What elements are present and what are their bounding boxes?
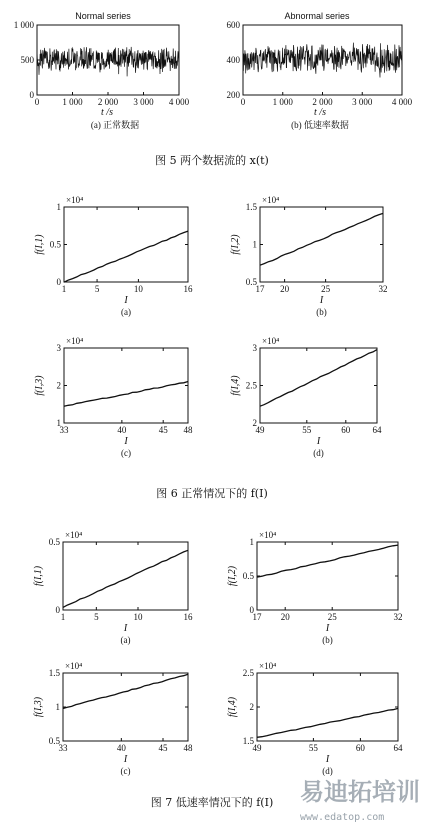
y-multiplier: ×10⁴	[259, 661, 277, 671]
y-tick-label: 1	[55, 702, 60, 712]
watermark-url: www.edatop.com	[300, 812, 385, 823]
watermark-text: 易迪拓培训	[300, 778, 420, 806]
x-tick-label: 17	[255, 284, 265, 294]
y-tick-label: 400	[226, 55, 240, 65]
y-tick-label: 0	[56, 277, 61, 287]
x-tick-label: 55	[308, 743, 318, 753]
x-tick-label: 25	[327, 612, 337, 622]
fig5-group	[75, 11, 350, 167]
y-axis-label: f(I,3)	[33, 696, 44, 718]
y-tick-label: 1 000	[13, 20, 34, 30]
x-axis-label: I	[123, 754, 128, 765]
y-tick-label: 1	[56, 202, 61, 212]
fig6-panel-d	[230, 336, 382, 458]
y-tick-label: 0.5	[48, 537, 60, 547]
fig7-panel-a	[33, 530, 193, 645]
y-tick-label: 0	[249, 605, 254, 615]
x-tick-label: 2 000	[97, 97, 119, 107]
x-tick-label: 0	[240, 97, 246, 107]
fig7-panel-d	[227, 661, 403, 776]
y-axis-label: f(I,2)	[227, 565, 238, 587]
y-axis-label: f(I,4)	[230, 375, 241, 396]
fig5-panel-a	[14, 20, 190, 107]
y-tick-label: 2	[56, 380, 61, 391]
series-line	[64, 231, 188, 282]
x-tick-label: 32	[393, 612, 403, 622]
x-tick-label: 64	[372, 425, 382, 435]
x-tick-label: 5	[94, 284, 100, 294]
fig7-panel-c	[33, 661, 193, 776]
x-tick-label: 10	[133, 284, 143, 294]
plot-frame	[63, 542, 188, 610]
panel-sublabel: (c)	[121, 448, 131, 458]
x-tick-label: 32	[378, 284, 388, 294]
fig5-caption: 图 5 两个数据流的 x(t)	[155, 154, 269, 167]
fig6-panel-a	[34, 195, 193, 317]
plot-frame	[257, 673, 398, 741]
y-tick-label: 3	[252, 343, 257, 353]
y-tick-label: 3	[56, 343, 61, 353]
y-axis-label: f(I,3)	[34, 375, 45, 396]
plot-frame	[63, 673, 188, 741]
fig6-panel-b	[230, 195, 388, 317]
x-tick-label: 49	[252, 743, 262, 753]
y-tick-label: 2.5	[242, 668, 254, 678]
y-axis-label: f(I,1)	[34, 234, 45, 255]
plot-frame	[64, 207, 188, 282]
y-tick-label: 1	[56, 418, 61, 428]
fig5-panel-b	[227, 20, 413, 107]
y-tick-label: 2	[252, 418, 257, 428]
y-axis-label: f(I,1)	[33, 565, 44, 587]
series-line	[63, 674, 188, 708]
y-tick-label: 2	[249, 702, 254, 712]
x-tick-label: 60	[341, 425, 351, 435]
y-multiplier: ×10⁴	[259, 530, 277, 540]
x-tick-label: 49	[255, 425, 265, 435]
plot-frame	[260, 207, 383, 282]
y-tick-label: 0	[55, 605, 60, 615]
panel-sublabel: (a)	[121, 307, 131, 317]
fig7-panel-b	[227, 530, 403, 645]
x-tick-label: 45	[158, 425, 168, 435]
y-tick-label: 0	[29, 90, 34, 100]
y-tick-label: 0.5	[48, 736, 60, 746]
x-tick-label: 3 000	[133, 97, 154, 107]
x-tick-label: 1	[61, 284, 67, 294]
series-line	[260, 213, 383, 265]
y-tick-label: 600	[226, 20, 240, 30]
fig5b-title: Abnormal series	[284, 11, 350, 21]
y-tick-label: 0.5	[245, 277, 257, 287]
x-axis-label: I	[124, 436, 128, 447]
fig5b-xlabel: t /s	[314, 107, 326, 118]
y-multiplier: ×10⁴	[65, 661, 83, 671]
x-tick-label: 4 000	[391, 97, 413, 107]
x-tick-label: 0	[34, 97, 40, 107]
fig6-caption: 图 6 正常情况下的 f(I)	[156, 487, 268, 500]
y-tick-label: 0.5	[49, 239, 61, 250]
series-line	[37, 47, 179, 77]
x-tick-label: 1 000	[272, 97, 293, 107]
y-multiplier: ×10⁴	[65, 530, 83, 540]
fig5b-sublabel: (b) 低速率数据	[291, 120, 349, 130]
panel-sublabel: (d)	[322, 766, 333, 776]
watermark	[300, 778, 420, 823]
fig5a-sublabel: (a) 正常数据	[90, 120, 140, 130]
y-tick-label: 200	[226, 90, 240, 100]
x-axis-label: I	[316, 436, 321, 447]
x-tick-label: 33	[59, 425, 69, 435]
y-tick-label: 0.5	[242, 571, 254, 581]
fig7-caption: 图 7 低速率情况下的 f(I)	[150, 796, 274, 809]
fig5a-xlabel: t /s	[101, 107, 113, 118]
series-line	[257, 545, 398, 577]
fig6-group	[156, 486, 268, 500]
fig6-panel-c	[34, 336, 193, 458]
x-tick-label: 1	[60, 612, 66, 622]
x-tick-label: 55	[302, 425, 312, 435]
series-line	[260, 350, 377, 407]
x-axis-label: I	[325, 754, 330, 765]
x-tick-label: 64	[393, 743, 403, 753]
y-axis-label: f(I,4)	[227, 696, 238, 718]
x-tick-label: 16	[183, 284, 193, 294]
fig7-group	[151, 795, 274, 809]
x-tick-label: 4 000	[168, 97, 190, 107]
x-tick-label: 40	[116, 743, 126, 753]
x-tick-label: 60	[355, 743, 365, 753]
y-axis-label: f(I,2)	[230, 234, 241, 255]
x-tick-label: 20	[280, 612, 290, 622]
x-tick-label: 17	[252, 612, 262, 622]
y-tick-label: 500	[20, 55, 34, 65]
x-tick-label: 1 000	[62, 97, 83, 107]
x-axis-label: I	[123, 623, 128, 634]
series-line	[64, 382, 188, 407]
plot-frame	[260, 348, 377, 423]
x-tick-label: 10	[133, 612, 143, 622]
x-tick-label: 5	[94, 612, 99, 622]
y-multiplier: ×10⁴	[66, 195, 84, 205]
panel-sublabel: (c)	[120, 766, 131, 776]
plot-frame	[257, 542, 398, 610]
x-tick-label: 25	[321, 284, 331, 294]
y-tick-label: 1	[252, 239, 257, 250]
x-axis-label: I	[319, 295, 324, 306]
x-tick-label: 16	[183, 612, 193, 622]
charts-layer	[14, 20, 413, 776]
y-tick-label: 1.5	[245, 202, 257, 212]
x-tick-label: 48	[183, 425, 193, 435]
series-line	[243, 43, 402, 78]
x-tick-label: 3 000	[352, 97, 373, 107]
y-tick-label: 1	[249, 537, 254, 547]
y-tick-label: 1.5	[242, 736, 254, 746]
x-tick-label: 40	[117, 425, 127, 435]
x-tick-label: 45	[158, 743, 168, 753]
fig5a-title: Normal series	[75, 11, 131, 21]
y-tick-label: 2.5	[245, 380, 257, 391]
series-line	[257, 708, 398, 737]
y-tick-label: 1.5	[48, 668, 60, 678]
panel-sublabel: (d)	[313, 448, 324, 458]
series-line	[63, 550, 188, 607]
x-tick-label: 2 000	[312, 97, 333, 107]
y-multiplier: ×10⁴	[262, 195, 280, 205]
x-tick-label: 20	[280, 284, 290, 294]
panel-sublabel: (b)	[316, 307, 327, 317]
x-axis-label: I	[325, 623, 330, 634]
panel-sublabel: (a)	[120, 635, 131, 645]
y-multiplier: ×10⁴	[262, 336, 280, 346]
x-tick-label: 48	[183, 743, 193, 753]
y-multiplier: ×10⁴	[66, 336, 84, 346]
x-axis-label: I	[124, 295, 128, 306]
x-tick-label: 33	[58, 743, 68, 753]
panel-sublabel: (b)	[322, 635, 333, 645]
